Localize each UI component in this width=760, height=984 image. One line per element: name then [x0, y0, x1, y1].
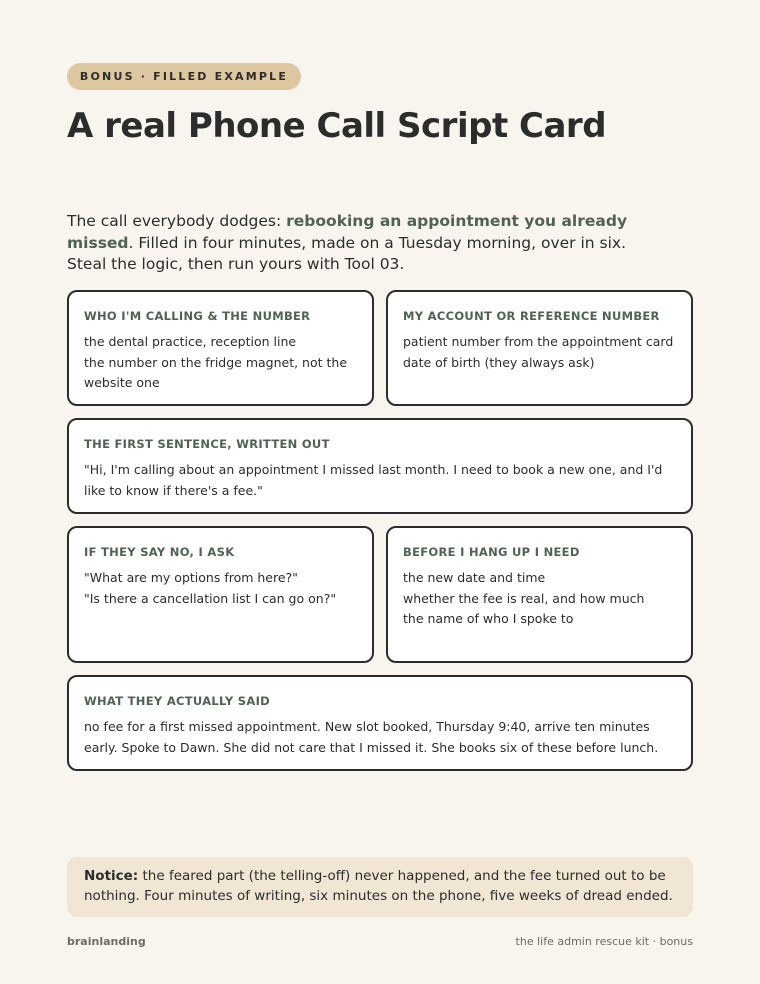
card-who-calling — [67, 290, 374, 406]
card-before-hang-up — [386, 526, 693, 663]
card-line: "Is there a cancellation list I can go on?" — [84, 590, 337, 606]
card-label: THE FIRST SENTENCE, WRITTEN OUT — [84, 437, 330, 451]
footer-kit-name: the life admin rescue kit · bonus — [515, 935, 693, 948]
intro-highlight: rebooking an appointment you already missed — [67, 212, 628, 252]
card-line: the new date and time — [403, 570, 546, 585]
card-account-number — [386, 290, 693, 406]
card-line: date of birth (they always ask) — [403, 354, 595, 370]
card-line: no fee for a first missed appointment. New slot booked, Thursday 9:40, arrive ten minutes early. Spoke to Dawn. She did not care that I missed it. She books six of these before lunch. — [84, 719, 659, 755]
card-label: WHAT THEY ACTUALLY SAID — [84, 694, 270, 708]
notice-box — [67, 857, 693, 917]
card-line: the dental practice, reception line — [84, 334, 297, 349]
notice-label: Notice: — [84, 868, 139, 884]
card-label: IF THEY SAY NO, I ASK — [84, 545, 235, 559]
notice-text: the feared part (the telling-off) never happened, and the fee turned out to be nothing. Four minutes of writing, six minutes on the phone, five weeks of dread ended. — [84, 868, 673, 904]
card-label: MY ACCOUNT OR REFERENCE NUMBER — [403, 309, 660, 323]
card-line: whether the fee is real, and how much — [403, 590, 645, 606]
section-badge: BONUS · FILLED EXAMPLE — [67, 63, 301, 90]
card-line: the number on the fridge magnet, not the website one — [84, 354, 348, 391]
page-title: A real Phone Call Script Card — [67, 106, 607, 146]
card-label: WHO I'M CALLING & THE NUMBER — [84, 309, 311, 323]
intro-text-end: . Filled in four minutes, made on a Tuesday morning, over in six. Steal the logic, then run yours with Tool 03. — [67, 233, 627, 273]
card-if-they-say-no — [67, 526, 374, 663]
card-line: patient number from the appointment card — [403, 334, 674, 349]
card-line: the name of who I spoke to — [403, 611, 574, 627]
intro-paragraph — [67, 211, 657, 276]
card-label: BEFORE I HANG UP I NEED — [403, 545, 580, 559]
card-first-sentence — [67, 418, 693, 514]
card-line: "Hi, I'm calling about an appointment I missed last month. I need to book a new one, and I'd like to know if there's a fee." — [84, 462, 663, 498]
card-what-they-said — [67, 675, 693, 771]
intro-text-start: The call everybody dodges: — [67, 212, 287, 230]
footer-brand: brainlanding — [67, 935, 146, 948]
card-line: "What are my options from here?" — [84, 570, 298, 585]
